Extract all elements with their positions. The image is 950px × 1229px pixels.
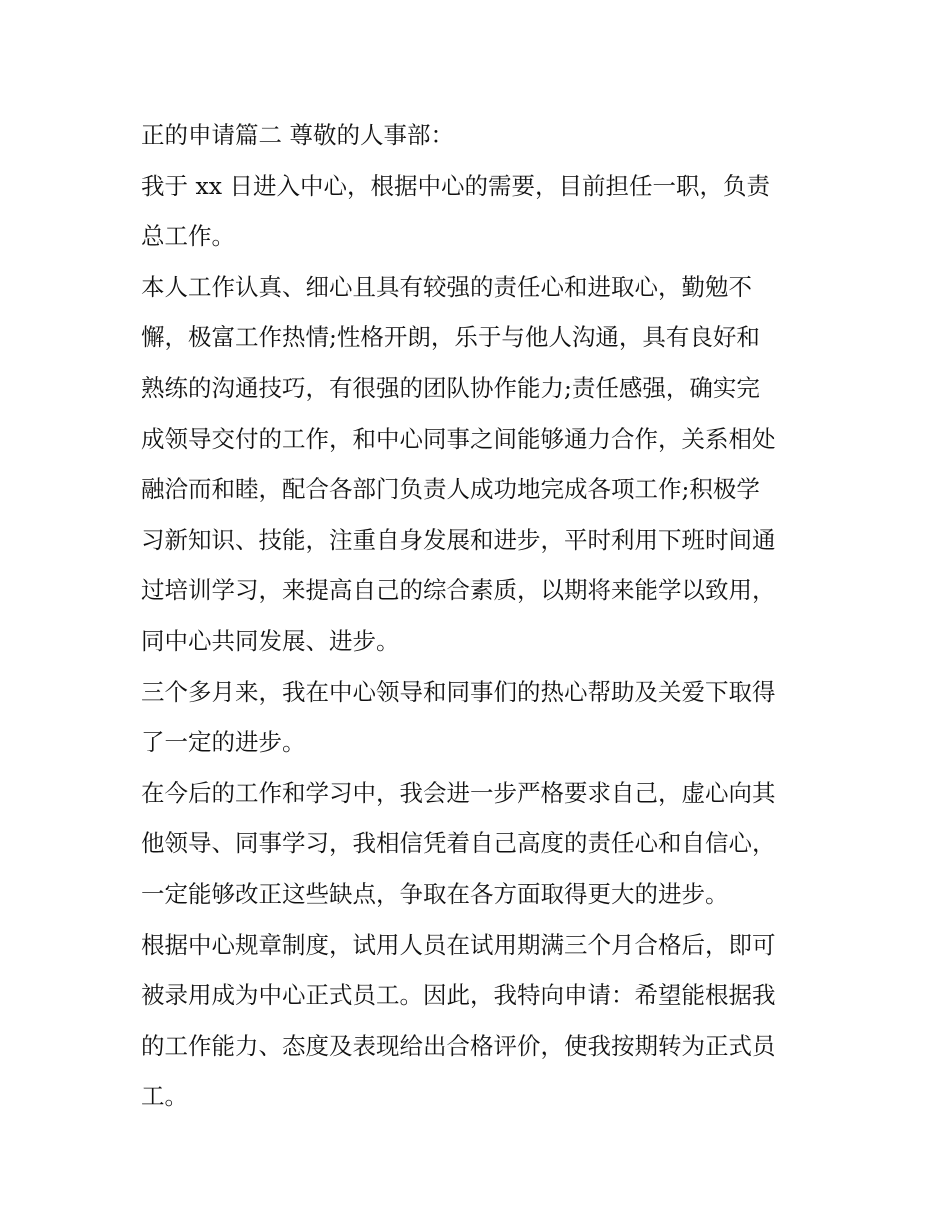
paragraph-intro <box>141 161 816 262</box>
text-line: 习新知识、技能，注重自身发展和进步，平时利用下班时间通 <box>141 525 776 554</box>
text-line: 在今后的工作和学习中，我会进一步严格要求自己，虚心向其 <box>141 778 776 807</box>
text-line: 熟练的沟通技巧，有很强的团队协作能力;责任感强，确实完 <box>141 373 760 402</box>
text-line: 一定能够改正这些缺点，争取在各方面取得更大的进步。 <box>141 879 729 908</box>
text-line: 他领导、同事学习，我相信凭着自己高度的责任心和自信心， <box>141 829 776 858</box>
text-line: 的工作能力、态度及表现给出合格评价，使我按期转为正式员 <box>141 1031 776 1060</box>
text-line: 正的申请篇二 尊敬的人事部： <box>141 121 454 149</box>
text-line: 工。 <box>141 1082 188 1111</box>
text-line: 三个多月来，我在中心领导和同事们的热心帮助及关爱下取得 <box>141 677 776 706</box>
text-line: 成领导交付的工作，和中心同事之间能够通力合作，关系相处 <box>141 424 776 453</box>
paragraph-request <box>141 920 816 1122</box>
text-line: 本人工作认真、细心且具有较强的责任心和进取心，勤勉不 <box>141 272 752 301</box>
document-body <box>141 110 816 1122</box>
text-line: 总工作。 <box>141 222 235 251</box>
text-line: 我于 xx 日进入中心，根据中心的需要，目前担任一职，负责 <box>141 171 770 200</box>
text-line: 同中心共同发展、进步。 <box>141 626 400 655</box>
text-line: 根据中心规章制度，试用人员在试用期满三个月合格后，即可 <box>141 930 776 959</box>
paragraph-heading <box>141 110 816 161</box>
paragraph-progress <box>141 667 816 768</box>
text-line: 过培训学习，来提高自己的综合素质，以期将来能学以致用， <box>141 576 776 605</box>
text-line: 了一定的进步。 <box>141 728 306 757</box>
paragraph-self-assessment <box>141 262 816 667</box>
text-line: 被录用成为中心正式员工。因此，我特向申请：希望能根据我 <box>141 981 776 1010</box>
text-line: 融洽而和睦，配合各部门负责人成功地完成各项工作;积极学 <box>141 475 760 504</box>
paragraph-commitment <box>141 768 816 920</box>
text-line: 懈，极富工作热情;性格开朗，乐于与他人沟通，具有良好和 <box>141 323 760 352</box>
